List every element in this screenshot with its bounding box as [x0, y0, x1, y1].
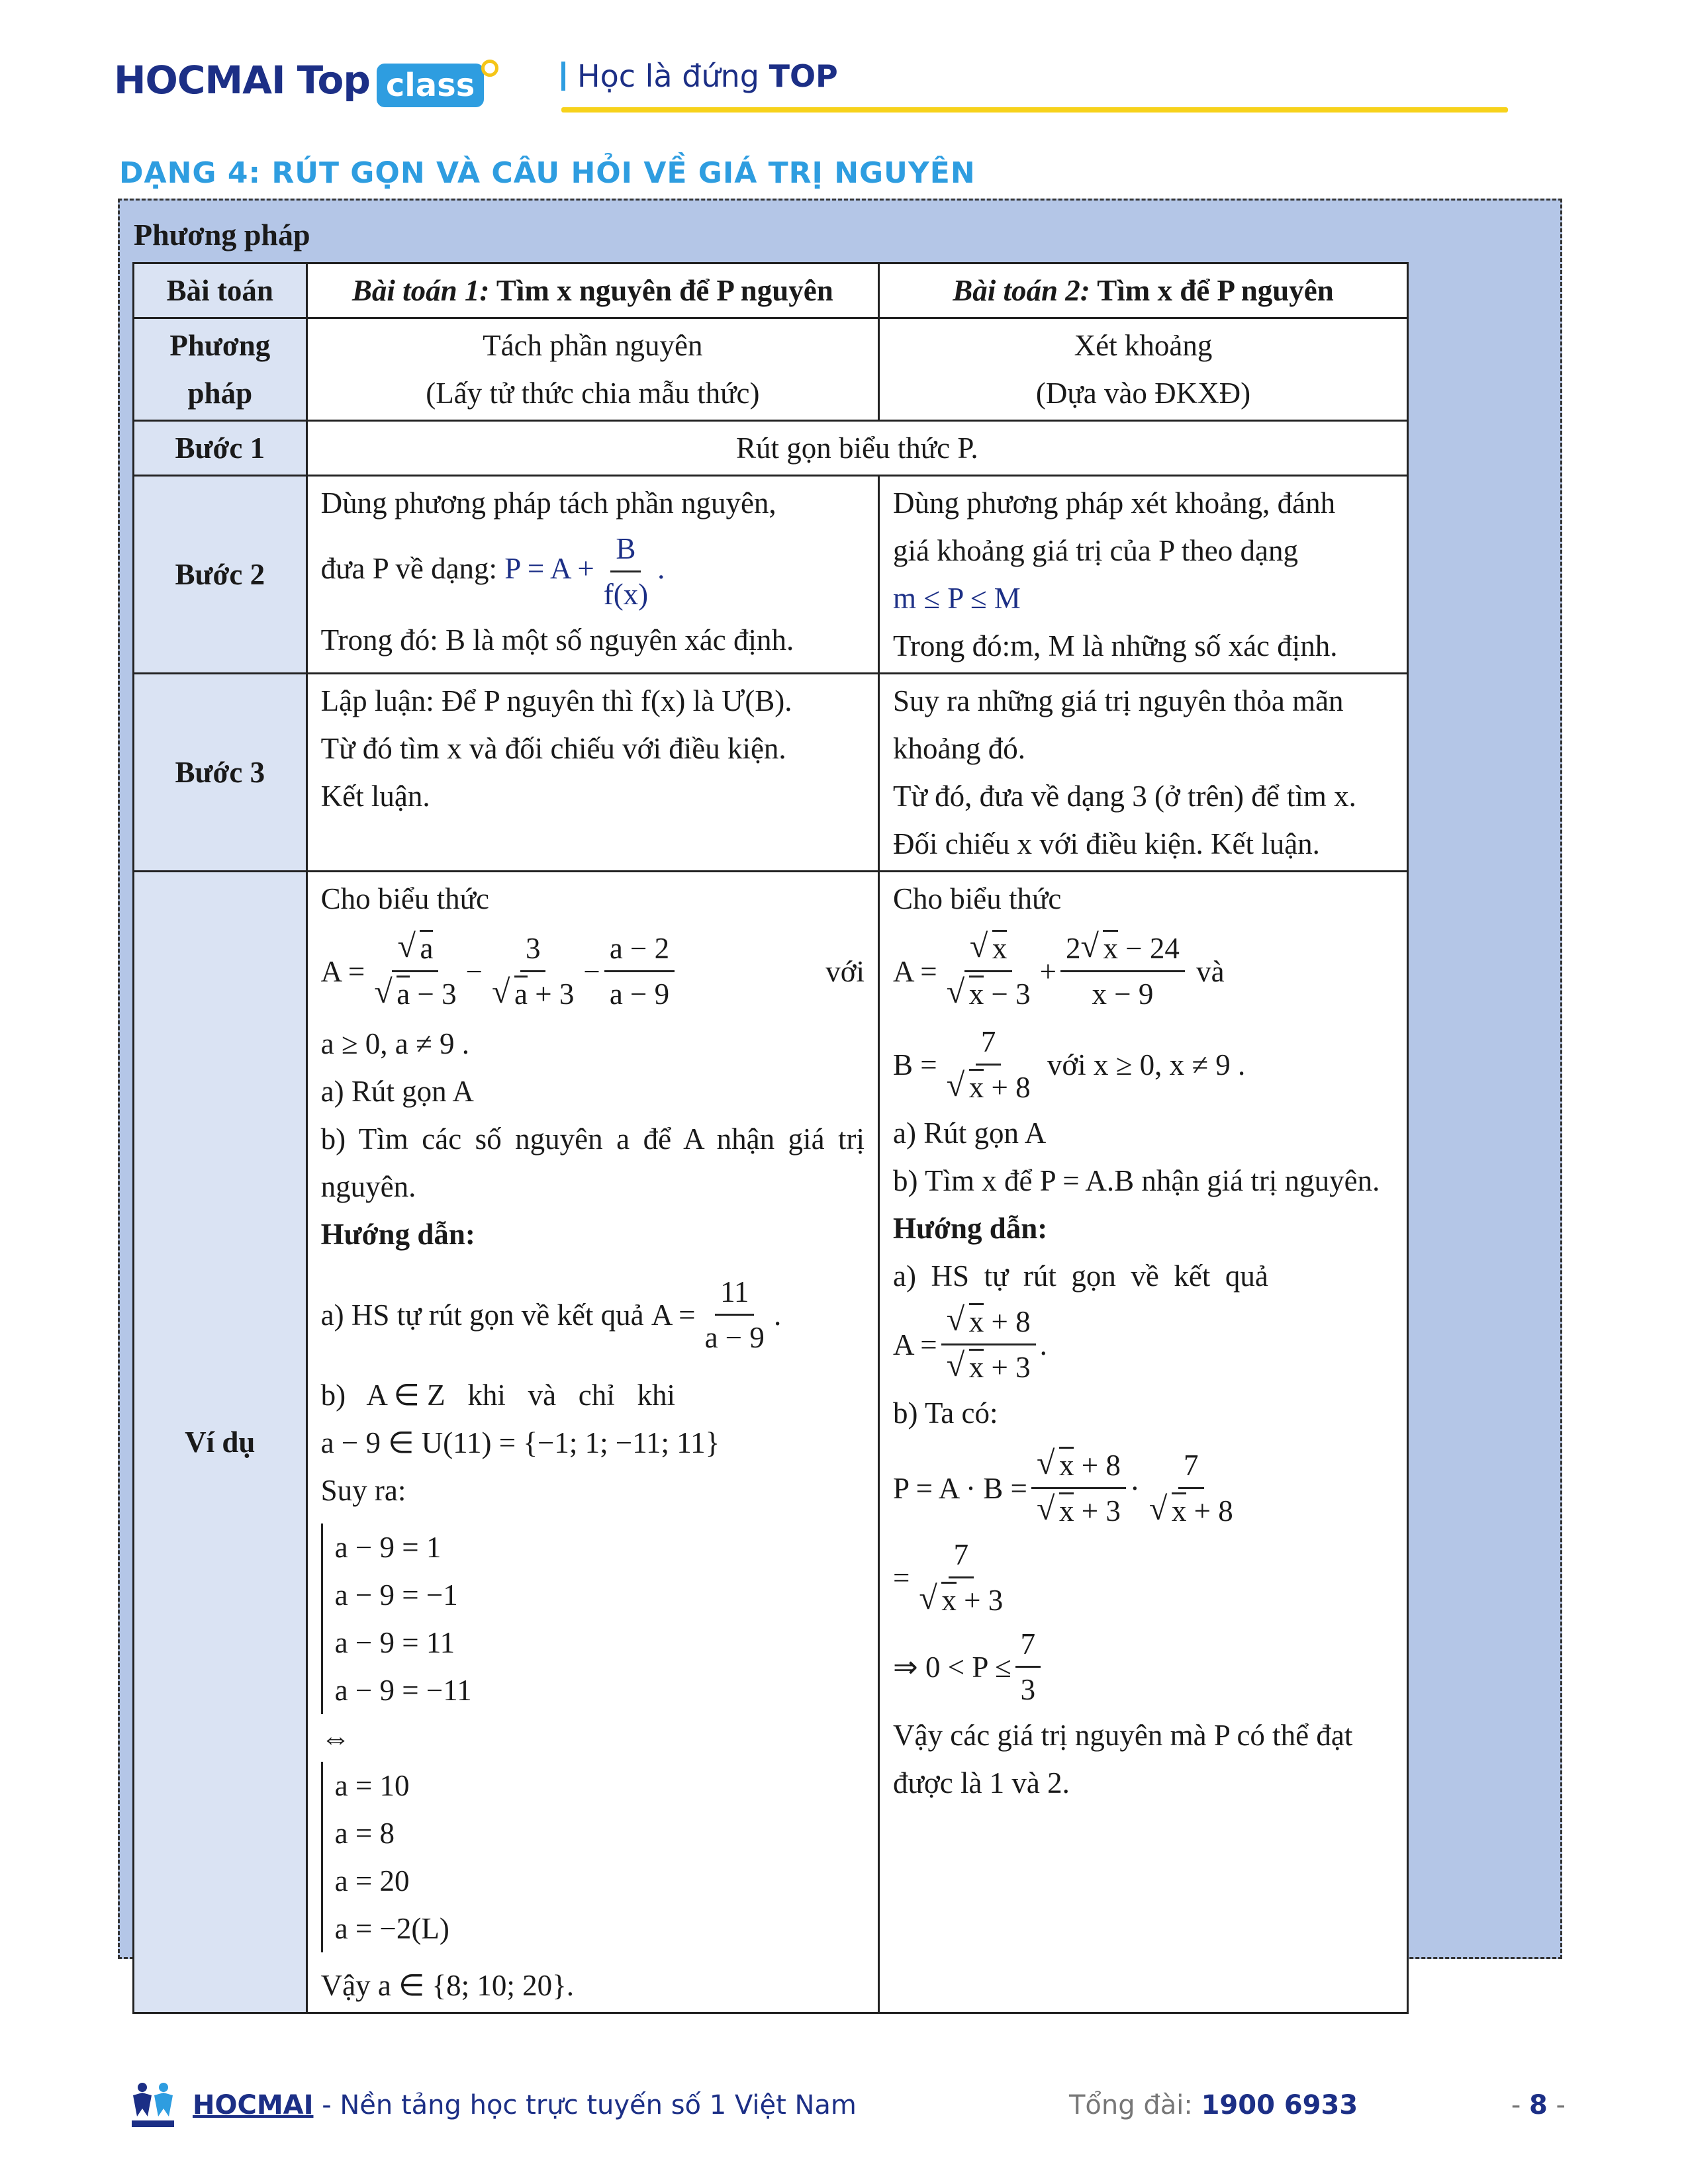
- footer-slogan-text: - Nền tảng học trực tuyến số 1 Việt Nam: [313, 2090, 857, 2120]
- problem1-label: Bài toán 1:: [352, 274, 490, 307]
- step2-1-line2: [321, 527, 865, 616]
- header-col-baitoan: Bài toán: [134, 263, 307, 318]
- ex2-ineq-pre: ⇒ 0 < P ≤: [893, 1650, 1011, 1684]
- ex2-p-f1-num-rad: x: [1059, 1447, 1074, 1482]
- step2-1-formula: P = A + $\frac{B}{f(x)}$ .: [504, 552, 665, 585]
- step3-1-line3: Kết luận.: [320, 780, 430, 813]
- logo-hocmai-text: HOCMAI: [114, 58, 285, 103]
- ex2-ans-a-line1: a) HS tự rút gọn về kết quả: [893, 1259, 1268, 1293]
- page-prefix: -: [1511, 2090, 1529, 2120]
- ex1-ans-a-frac: [700, 1270, 770, 1359]
- ex2-f2-num-pre: 2: [1065, 932, 1081, 965]
- step3-1-line1: Lập luận: Để P nguyên thì f(x) là Ư(B).: [320, 684, 792, 717]
- ex2-b-eq: B =: [893, 1048, 937, 1081]
- ex2-conclusion: Vậy các giá trị nguyên mà P có thể đạt được là 1 và 2.: [893, 1719, 1353, 1799]
- ex1-cond: a ≥ 0, a ≠ 9 .: [320, 1027, 469, 1060]
- step3-cell-1: [306, 674, 878, 872]
- ex2-qa: a) Rút gọn A: [893, 1116, 1047, 1150]
- ex2-p-formula: [893, 1443, 1393, 1533]
- ex2-p-eq: P = A · B =: [893, 1471, 1027, 1505]
- ex1-intro-text: Cho biểu thức: [320, 882, 489, 915]
- hocmai-topclass-logo: [114, 50, 484, 110]
- header-col-problem2: [879, 263, 1408, 318]
- ex2-b-cond: với x ≥ 0, x ≠ 9 .: [1047, 1048, 1246, 1081]
- ex2-expr-b: [893, 1020, 1393, 1109]
- footer-hotline-label: Tổng đài:: [1069, 2090, 1201, 2120]
- ex2-ans-a-frac: [941, 1300, 1036, 1389]
- ex1-minus1: −: [465, 954, 483, 988]
- formula-fraction: [598, 527, 653, 616]
- ex2-ans-a-formula: A = √ x + 8 √ x + 3 .: [893, 1300, 1393, 1389]
- ex2-dot: ·: [1129, 1471, 1140, 1505]
- problem1-text: Tìm x nguyên để P nguyên: [489, 274, 833, 307]
- ex2-ans-a-eq: A =: [893, 1328, 937, 1361]
- ex2-f2-den: x − 9: [1092, 978, 1154, 1011]
- ex1-ans-a-eq: A =: [651, 1298, 696, 1332]
- row-label-step3: Bước 3: [134, 674, 307, 872]
- step2-2-line1: Dùng phương pháp xét khoảng, đánh: [893, 486, 1336, 520]
- ex2-intro: Cho biểu thức: [893, 882, 1062, 915]
- ex1-a-eq: A =: [320, 954, 365, 988]
- table-row-step3: [134, 674, 1408, 872]
- table-row-step2: [134, 476, 1408, 674]
- ex2-p-f1-num-rest: + 8: [1074, 1449, 1121, 1482]
- ex2-ineq-frac: [1015, 1622, 1041, 1711]
- logo-class-badge: [377, 64, 484, 107]
- tagline: [561, 58, 838, 94]
- ex2-p-f1-den-rest: + 3: [1074, 1494, 1121, 1527]
- ex1-sys-left-eq-1: a − 9 = −1: [334, 1578, 458, 1612]
- ex2-result: [893, 1533, 1393, 1622]
- page-number: [1511, 2090, 1566, 2120]
- step3-2-line3: Từ đó, đưa về dạng 3 (ở trên) để tìm x.: [893, 780, 1356, 813]
- section-title: DẠNG 4: RÚT GỌN VÀ CÂU HỎI VỀ GIÁ TRỊ NGUYÊN: [119, 156, 976, 190]
- ex2-ans-a-num-rest: + 8: [984, 1305, 1031, 1338]
- footer-slogan: [193, 2090, 857, 2120]
- logo-class-text: class: [385, 67, 475, 104]
- ex1-sys-right-eq-0: a = 10: [334, 1769, 410, 1802]
- ex2-f2-num-rad: x: [1103, 930, 1118, 965]
- row-label-step1: Bước 1: [134, 421, 307, 476]
- ex2-p-frac1: [1031, 1443, 1126, 1533]
- example-cell-1: [306, 872, 878, 2013]
- ex2-f1-den-rest: − 3: [984, 978, 1031, 1011]
- ex2-ineq-den: 3: [1020, 1673, 1036, 1706]
- step3-2-line2: khoảng đó.: [893, 732, 1026, 765]
- ex1-sys-right-eq-1: a = 8: [334, 1817, 395, 1850]
- ex2-f2-num-rest: − 24: [1117, 932, 1180, 965]
- table-row-example: [134, 872, 1408, 2013]
- ex1-ans-a: a) HS tự rút gọn về kết quả A = $\frac{11}{a - 9}$ .: [321, 1270, 865, 1359]
- ex2-p-f2-den-rad: x: [1172, 1492, 1187, 1527]
- method-cell-2: [879, 318, 1408, 421]
- ex2-va: và: [1196, 954, 1225, 988]
- sun-icon: [481, 60, 498, 77]
- ex2-ans-a-num-rad: x: [969, 1303, 984, 1338]
- ex2-r-num: 7: [949, 1533, 974, 1578]
- ex1-sys-left-eq-0: a − 9 = 1: [334, 1531, 442, 1564]
- ex2-guide: Hướng dẫn:: [893, 1212, 1048, 1245]
- ex1-qb: b) Tìm các số nguyên a để A nhận giá trị nguyên.: [320, 1122, 865, 1203]
- ex2-inequality: [893, 1622, 1393, 1711]
- ex1-iff: ⇔: [320, 1721, 351, 1754]
- method-table: [132, 262, 1409, 2014]
- ex2-r-frac: [914, 1533, 1008, 1622]
- ex1-system: [321, 1524, 865, 1952]
- ex1-suyra: Suy ra:: [320, 1474, 406, 1507]
- ex1-guide: Hướng dẫn:: [320, 1218, 475, 1251]
- ex2-b-den-rest: + 8: [984, 1071, 1031, 1104]
- step2-2-line3: Trong đó:m, M là những số xác định.: [893, 629, 1338, 662]
- table-row-step1: [134, 421, 1408, 476]
- tagline-divider: [561, 62, 565, 91]
- ex1-sys-right-eq-2: a = 20: [334, 1864, 410, 1897]
- step2-cell-2: [879, 476, 1408, 674]
- ex1-intro: [321, 875, 865, 923]
- ex1-f2-den-rest: + 3: [528, 978, 575, 1011]
- step2-2-formula: m ≤ P ≤ M: [893, 582, 1021, 615]
- ex1-system-right: [321, 1762, 849, 1952]
- method2-line2: (Dựa vào ĐKXĐ): [1035, 377, 1251, 410]
- ex2-plus: +: [1039, 954, 1056, 988]
- ex2-p-f1-den-rad: x: [1059, 1492, 1074, 1527]
- ex1-sys-left-eq-2: a − 9 = 11: [334, 1626, 455, 1659]
- ex1-conclusion: Vậy a ∈ {8; 10; 20}.: [320, 1969, 574, 2002]
- ex2-frac1: [941, 927, 1036, 1016]
- page-suffix: -: [1547, 2090, 1566, 2120]
- ex1-expr: [321, 927, 865, 1016]
- step2-1-text: đưa P về dạng:: [320, 551, 498, 585]
- ex2-p-f2-den-rest: + 8: [1186, 1494, 1233, 1527]
- method1-line2: (Lấy tử thức chia mẫu thức): [426, 377, 760, 410]
- problem2-label: Bài toán 2:: [953, 274, 1090, 307]
- ex1-f3-den: a − 9: [609, 978, 670, 1011]
- step2-1-line3: Trong đó: B là một số nguyên xác định.: [320, 623, 794, 657]
- table-row-method: [134, 318, 1408, 421]
- ex2-expr-a: [893, 927, 1393, 1016]
- ex2-b-den-rad: x: [969, 1069, 984, 1104]
- ex1-f3-num: a − 2: [604, 927, 675, 972]
- ex1-frac3: [604, 927, 675, 1016]
- formula-lhs: P = A +: [504, 551, 594, 585]
- ex1-f2-den-rad: a: [514, 976, 528, 1011]
- ex1-ans-b-line2: a − 9 ∈ U(11) = {−1; 1; −11; 11}: [320, 1426, 720, 1459]
- ex1-f1-num: a: [420, 930, 433, 965]
- tagline-bold: TOP: [769, 58, 838, 94]
- header-col-problem1: [306, 263, 878, 318]
- ex1-f1-den-rest: − 3: [410, 978, 457, 1011]
- ex2-ans-a-den-rest: + 3: [984, 1351, 1031, 1384]
- step3-cell-2: [879, 674, 1408, 872]
- step1-cell: Rút gọn biểu thức P.: [306, 421, 1407, 476]
- ex2-f1-den-rad: x: [969, 976, 984, 1011]
- ex1-qa: a) Rút gọn A: [320, 1075, 474, 1108]
- method1-line1: Tách phần nguyên: [483, 329, 703, 362]
- ex2-ans-b: b) Ta có:: [893, 1396, 998, 1430]
- row-label-step2: Bước 2: [134, 476, 307, 674]
- page-number-value: 8: [1529, 2090, 1548, 2120]
- step2-cell-1: [306, 476, 878, 674]
- ex2-eq2: =: [893, 1561, 910, 1594]
- hocmai-footer-logo-icon: [129, 2078, 177, 2131]
- row-label-method: Phương pháp: [134, 318, 307, 421]
- ex1-ans-a-den: a − 9: [704, 1321, 765, 1354]
- ex2-a-eq: A =: [893, 954, 937, 988]
- ex1-system-left: [321, 1524, 849, 1714]
- step2-2-line2: giá khoảng giá trị của P theo dạng: [893, 534, 1298, 567]
- ex1-voi: với: [825, 954, 865, 988]
- footer-hotline: [1069, 2090, 1358, 2120]
- ex1-ans-a-prefix: a) HS tự rút gọn về kết quả: [320, 1298, 644, 1332]
- ex1-ans-b-line1: b) A ∈ Z khi và chỉ khi: [320, 1379, 676, 1412]
- footer-hotline-number: 1900 6933: [1201, 2090, 1358, 2120]
- logo-top-text: Top: [297, 58, 370, 103]
- ex2-b-num: 7: [976, 1020, 1002, 1066]
- formula-num: B: [610, 527, 641, 572]
- ex2-p-frac2: [1144, 1443, 1239, 1533]
- step3-2-line1: Suy ra những giá trị nguyên thỏa mãn: [893, 684, 1344, 717]
- ex1-f1-den-rad: a: [397, 976, 410, 1011]
- ex2-r-den-rad: x: [941, 1582, 957, 1617]
- ex2-frac2: [1060, 927, 1185, 1016]
- method-cell-1: [306, 318, 878, 421]
- ex1-frac1: [369, 927, 461, 1016]
- formula-den: f(x): [603, 578, 649, 611]
- ex1-sys-left-eq-3: a − 9 = −11: [334, 1674, 472, 1707]
- step3-1-line2: Từ đó tìm x và đối chiếu với điều kiện.: [320, 732, 786, 765]
- ex1-f2-num: 3: [520, 927, 546, 972]
- method2-line1: Xét khoảng: [1074, 329, 1213, 362]
- footer-brand-link[interactable]: HOCMAI: [193, 2090, 314, 2120]
- row-label-example: Ví dụ: [134, 872, 307, 2013]
- ex2-qb: b) Tìm x để P = A.B nhận giá trị nguyên.: [893, 1164, 1380, 1197]
- ex2-f1-num: x: [992, 930, 1008, 965]
- table-header-row: [134, 263, 1408, 318]
- ex2-b-frac: [941, 1020, 1036, 1109]
- page-footer: [129, 2078, 1566, 2138]
- ex1-ans-a-num: 11: [715, 1270, 754, 1316]
- method-label: Phương pháp: [134, 218, 310, 251]
- header-underline: [561, 107, 1508, 113]
- problem2-text: Tìm x để P nguyên: [1090, 274, 1334, 307]
- ex2-r-den-rest: + 3: [956, 1584, 1004, 1617]
- ex1-minus2: −: [583, 954, 600, 988]
- example-cell-2: [879, 872, 1408, 2013]
- ex2-ineq-num: 7: [1015, 1622, 1041, 1668]
- step2-1-line1: Dùng phương pháp tách phần nguyên,: [320, 486, 776, 520]
- step3-2-line4: Đối chiếu x với điều kiện. Kết luận.: [893, 827, 1320, 860]
- ex2-ans-a-den-rad: x: [969, 1349, 984, 1384]
- ex1-frac2: [487, 927, 579, 1016]
- tagline-prefix: Học là đứng: [577, 58, 759, 94]
- ex2-p-f2-num: 7: [1178, 1443, 1204, 1489]
- ex1-sys-right-eq-3: a = −2(L): [334, 1912, 449, 1945]
